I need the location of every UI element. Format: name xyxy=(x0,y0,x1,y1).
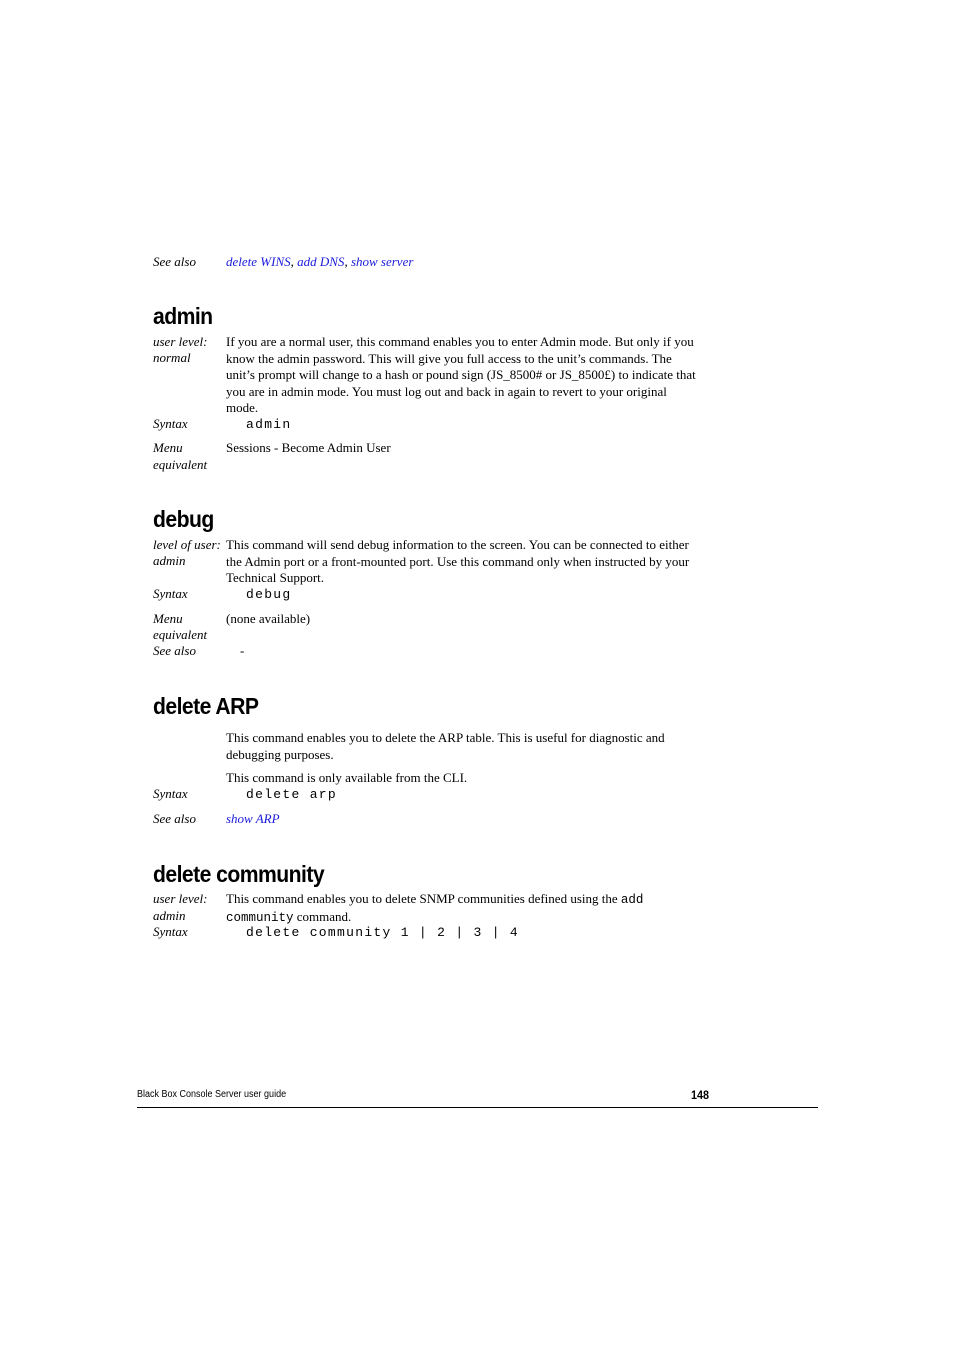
heading-debug: debug xyxy=(153,506,214,532)
footer-rule xyxy=(137,1107,818,1108)
see-also-links xyxy=(226,254,702,271)
inline-code-add: add xyxy=(620,893,644,907)
delete-arp-see-also xyxy=(226,811,702,828)
heading-admin: admin xyxy=(153,303,213,329)
separator: , xyxy=(290,254,298,269)
syntax-label: Syntax xyxy=(153,416,188,431)
delete-arp-description: This command enables you to delete the ARP table. This is useful for diagnostic and debugging purposes. xyxy=(226,730,665,762)
link-show-server[interactable]: show server xyxy=(350,254,414,269)
debug-menu-equivalent: (none available) xyxy=(226,611,311,626)
menu-label-equivalent: equivalent xyxy=(153,627,208,642)
debug-see-also-value: - xyxy=(240,643,245,658)
separator: , xyxy=(344,254,351,269)
delete-arp-syntax: delete arp xyxy=(246,787,338,802)
heading-delete-arp: delete ARP xyxy=(153,693,259,719)
syntax-label: Syntax xyxy=(153,924,188,939)
admin-menu-equivalent: Sessions - Become Admin User xyxy=(226,440,391,455)
level-of-user-label: level of user: xyxy=(153,537,221,552)
delete-community-syntax: delete community 1 | 2 | 3 | 4 xyxy=(246,925,520,940)
debug-syntax: debug xyxy=(246,587,292,602)
heading-delete-community: delete community xyxy=(153,861,325,887)
link-add-dns[interactable]: add DNS xyxy=(297,254,345,269)
delete-arp-note: This command is only available from the CLI. xyxy=(226,770,468,785)
user-level-value: normal xyxy=(153,350,191,365)
menu-label-equivalent: equivalent xyxy=(153,457,208,472)
see-also-label: See also xyxy=(153,254,196,269)
user-level-value: admin xyxy=(153,908,186,923)
inline-code-community: community xyxy=(226,910,294,925)
page-number: 148 xyxy=(691,1088,710,1102)
level-of-user-value: admin xyxy=(153,553,186,568)
link-show-arp[interactable]: show ARP xyxy=(226,811,280,826)
user-level-label: user level: xyxy=(153,891,208,906)
menu-label: Menu xyxy=(153,440,183,455)
syntax-label: Syntax xyxy=(153,586,188,601)
link-delete-wins[interactable]: delete WINS xyxy=(226,254,291,269)
footer-title: Black Box Console Server user guide xyxy=(137,1089,287,1100)
admin-description: If you are a normal user, this command enables you to enter Admin mode. But only if you know the admin password. This will give you full access to the unit’s commands. The unit’s prompt will change to a hash or pound sign (JS_8500# or JS_8500£) to indicate that you are in admin mode. You must log out and back in again to revert to your original mode. xyxy=(226,334,696,415)
see-also-label: See also xyxy=(153,811,196,826)
user-level-label: user level: xyxy=(153,334,208,349)
syntax-label: Syntax xyxy=(153,786,188,801)
debug-description: This command will send debug information to the screen. You can be connected to either the Admin port or a front-mounted port. Use this command only when instructed by your Technical Support. xyxy=(226,537,690,585)
admin-syntax: admin xyxy=(246,417,292,432)
delete-community-description: This command enables you to delete SNMP communities defined using the add community command. xyxy=(226,891,644,925)
menu-label: Menu xyxy=(153,611,183,626)
see-also-label: See also xyxy=(153,643,196,658)
